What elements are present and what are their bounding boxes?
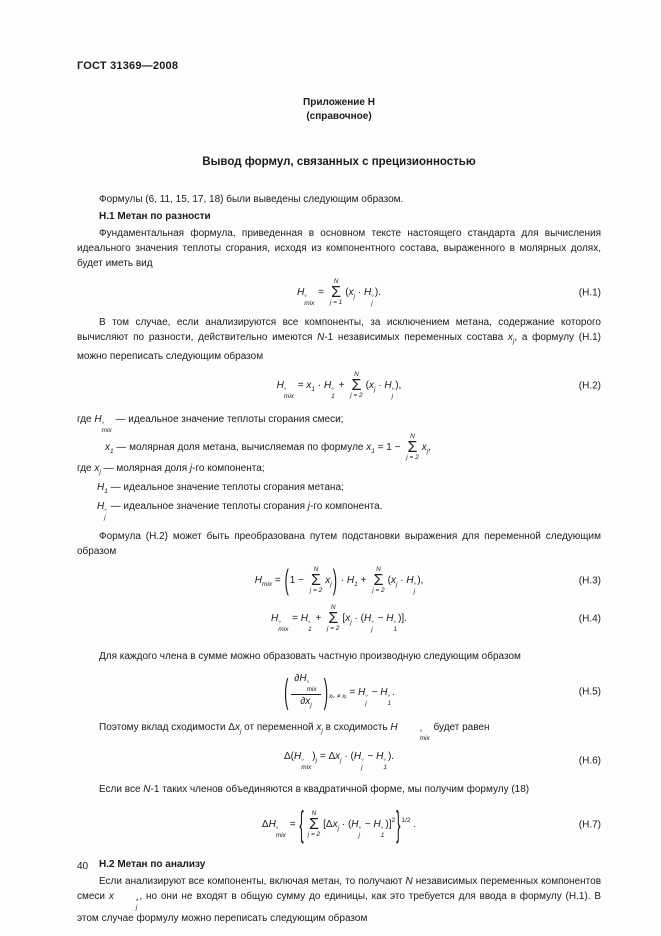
page-number: 40 xyxy=(77,861,89,872)
formula-h3-body: $H_{mix} = (1$ − N Σ j = 2 $x_j) \cdot H_1$ + N Σ j = 2 ($x_j \cdot H$ ° j ), xyxy=(254,563,424,597)
standard-designation: ГОСТ 31369—2008 xyxy=(77,60,179,72)
where-line-xj: где $x_j$ — молярная доля j-го компонента; xyxy=(77,463,265,476)
formula-h4-body: H ° mix = H ° 1 + N Σ j = 2 [$x_j \cdot (H$ ° j − H ° 1 )]. xyxy=(271,603,407,634)
formula-h2 xyxy=(77,370,601,402)
document-title: Вывод формул, связанных с прецизионностью xyxy=(202,156,476,168)
section-heading-h2: Н.2 Метан по анализу xyxy=(99,859,206,870)
formula-h3 xyxy=(77,565,601,597)
paragraph-contribution: Поэтому вклад сходимости $\Delta x_j$ от переменной $x_j$ в сходимость H ° mix будет равен xyxy=(99,722,490,742)
paragraph-intro: Формулы (6, 11, 15, 17, 18) были выведены следующим образом. xyxy=(99,194,404,205)
paragraph-derivative: Для каждого члена в сумме можно образовать частную производную следующим образом xyxy=(99,651,521,662)
paragraph-case-all: В том случае, если анализируются все компоненты, за исключением метана, содержание которого вычисляют по разности, действительно имеются N-1 независимых переменных состава $x_j$, а формулу (Н.1) можно переписать следующим образом xyxy=(77,317,601,362)
where-line-x1: $x_1$ — молярная доля метана, вычисляемая по формуле $x_1 = 1$ − N Σ j = 2 $x_j$, xyxy=(105,433,431,461)
formula-h6-body: Δ(H ° mix )$_j = \Delta x_j \cdot (H$ ° j − H ° 1 ). xyxy=(283,751,395,771)
where-line-hmix: где H ° mix — идеальное значение теплоты сгорания смеси; xyxy=(77,414,344,434)
formula-h6-number: (Н.6) xyxy=(578,755,601,767)
formula-h1 xyxy=(77,277,601,309)
formula-h6 xyxy=(77,748,601,774)
appendix-type: (справочное) xyxy=(306,111,372,122)
formula-h4-number: (Н.4) xyxy=(578,613,601,625)
formula-h5-number: (Н.5) xyxy=(578,686,601,698)
where-line-h1: $H_1$ — идеальное значение теплоты сгорания метана; xyxy=(97,482,344,495)
formula-h7-number: (Н.7) xyxy=(578,819,601,831)
formula-h4 xyxy=(77,603,601,635)
formula-h2-number: (Н.2) xyxy=(578,380,601,392)
page-content xyxy=(77,60,601,926)
appendix-header xyxy=(77,96,601,124)
where-line-hj: H ° j — идеальное значение теплоты сгорания j-го компонента. xyxy=(97,501,383,521)
formula-h1-body: H ° mix = N Σ j = 1 ($x_j \cdot H$ ° j ). xyxy=(297,277,381,308)
formula-h2-body: H ° mix = $x_1 \cdot H$ ° 1 + N Σ j = 2 ($x_j \cdot H$ ° j ), xyxy=(276,370,402,401)
formula-h7 xyxy=(77,803,601,847)
paragraph-quadratic: Если все N-1 таких членов объединяются в квадратичной форме, мы получим формулу (18) xyxy=(99,784,530,795)
section-heading-h1: Н.1 Метан по разности xyxy=(99,211,211,222)
paragraph-analysis: Если анализируют все компоненты, включая метан, то получают N независимых переменных компонентов смеси x * j , но они не входят в общую сумму до единицы, как это требуется для ввода в формулу (Н.1). В этом случае формулу можно переписать следующим образом xyxy=(77,876,602,924)
formula-h3-number: (Н.3) xyxy=(578,575,601,587)
formula-h7-body: ΔH ° mix = { N Σ j = 2 [$\Delta x_j \cdot (H$ ° j − H ° 1 )]$^2$}$^{1/2}$ . xyxy=(261,802,417,845)
formula-h5-body: ( ∂H ° mix $\partial x_j$ )$_{x_k \ne xⱼ} = H$ ° j − H ° 1 . xyxy=(284,671,395,711)
formula-h5 xyxy=(77,670,601,714)
appendix-label: Приложение Н xyxy=(303,97,375,108)
formula-h1-number: (Н.1) xyxy=(578,287,601,299)
paragraph-fundamental: Фундаментальная формула, приведенная в основном тексте настоящего стандарта для вычисления идеального значения теплоты сгорания, исходя из компонентного состава, выраженного в молярных долях, будет иметь вид xyxy=(77,228,601,269)
paragraph-transform: Формула (Н.2) может быть преобразована путем подстановки выражения для переменной следующим образом xyxy=(77,531,601,557)
